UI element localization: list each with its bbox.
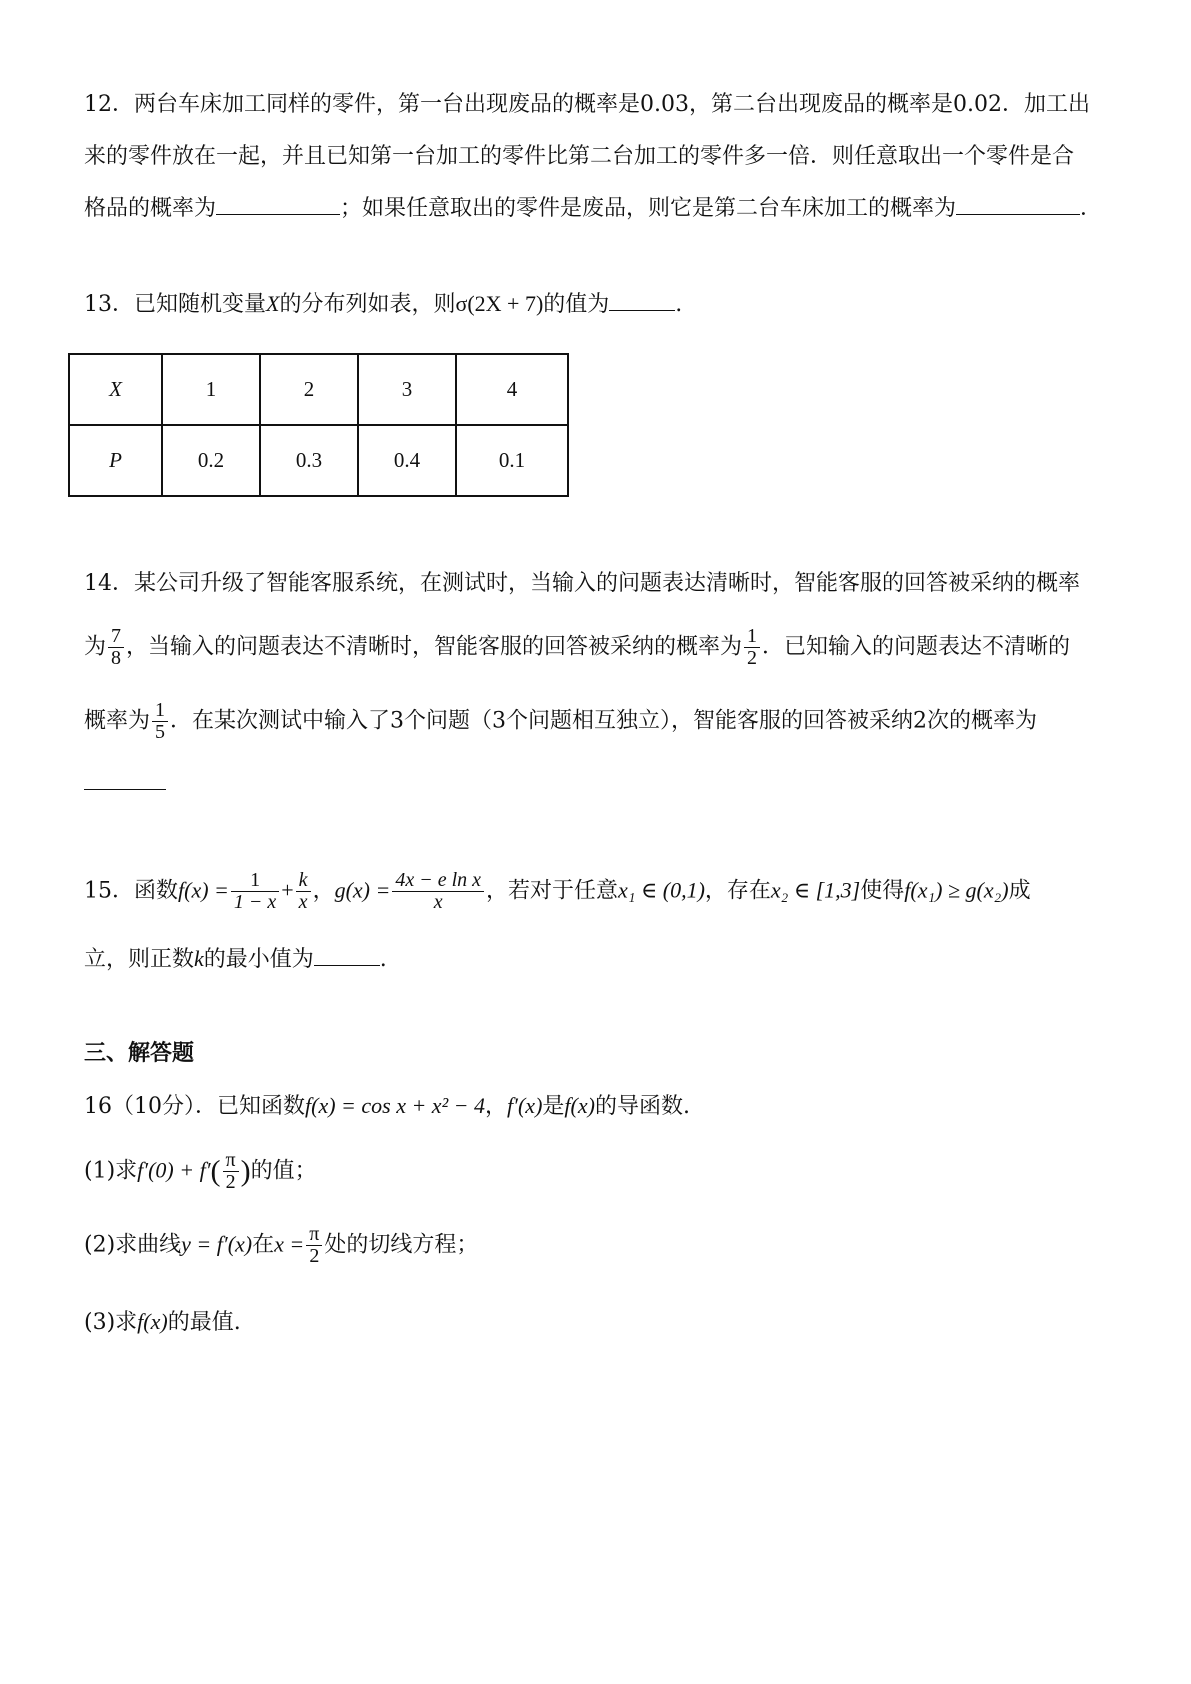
- q14-line2: [84, 626, 1070, 669]
- fraction-seven-eighths: [108, 626, 124, 669]
- q16-text: ，: [485, 1094, 508, 1119]
- q14-text: ．已知输入的问题表达不清晰的: [762, 634, 1071, 660]
- denominator: x: [298, 891, 308, 913]
- q13-line: [84, 293, 682, 316]
- q15-text: 立，则正数: [84, 947, 195, 972]
- denominator: 2: [747, 647, 758, 669]
- q15-g-def: g(x) =: [334, 877, 391, 903]
- q12-line1: 12．两台车床加工同样的零件，第一台出现废品的概率是0.03，第二台出现废品的概率是0.02．加工出: [84, 92, 1090, 117]
- fraction-k-over-x: [296, 870, 311, 913]
- answer-blank-5[interactable]: [314, 963, 380, 966]
- q14-line3: [84, 700, 1037, 743]
- numerator: π: [225, 1149, 236, 1171]
- q16-text: 的值；: [250, 1158, 317, 1184]
- q15-text: 的最小值为: [203, 947, 314, 972]
- q15-text: 成: [1008, 878, 1031, 904]
- denominator: 2: [225, 1171, 236, 1193]
- q15-x2: x₂ ∈ [1,3]: [770, 877, 861, 903]
- q15-end: .: [379, 947, 387, 972]
- q15-text: 使得: [860, 878, 905, 904]
- q15-text: 15．函数: [84, 878, 178, 904]
- q15-text: ，存在: [704, 878, 771, 904]
- q16-part2: [84, 1224, 478, 1267]
- q12-line3-text-b: ；如果任意取出的零件是废品，则它是第二台车床加工的概率为: [340, 196, 957, 221]
- table-cell: 0.4: [358, 425, 456, 496]
- q16-f-def: f(x) = cos x + x² − 4: [305, 1093, 486, 1118]
- q12-line3-text-a: 格品的概率为: [84, 196, 217, 221]
- q16-text: 16（10分）．已知函数: [84, 1094, 305, 1119]
- q16-text: 处的切线方程；: [324, 1232, 479, 1258]
- q12-line2: 来的零件放在一起，并且已知第一台加工的零件比第二台加工的零件多一倍．则任意取出一个零件是合: [84, 144, 1075, 169]
- plus-sign: +: [281, 877, 294, 903]
- q16-part3: [84, 1311, 241, 1334]
- q12-line3: [84, 198, 1102, 220]
- q15-line1: [84, 870, 1031, 913]
- q13-text-a: 13．已知随机变量: [84, 292, 266, 317]
- q15-k: k: [194, 946, 204, 971]
- fraction-g: [392, 870, 484, 913]
- answer-blank-3[interactable]: [609, 308, 675, 311]
- section-heading: 三、解答题: [84, 1041, 195, 1066]
- q16-line1: [84, 1095, 690, 1118]
- denominator: 1 − x: [233, 891, 277, 913]
- q16-f-prime: f′(x): [507, 1093, 543, 1118]
- numerator: 1: [155, 699, 166, 721]
- q16-p2-x: x =: [274, 1231, 305, 1257]
- q16-text: 在: [252, 1232, 275, 1258]
- q16-f: f(x): [564, 1093, 595, 1118]
- denominator: 2: [309, 1245, 320, 1267]
- q15-inequality: f(x₁) ≥ g(x₂): [904, 877, 1009, 903]
- q16-text: (1)求: [84, 1158, 138, 1184]
- numerator: 1: [250, 869, 261, 891]
- table-cell: P: [69, 425, 162, 496]
- answer-blank-2[interactable]: [956, 212, 1080, 215]
- table-cell: 3: [358, 354, 456, 425]
- q13-end: .: [675, 292, 683, 317]
- q15-f-def: f(x) =: [178, 877, 229, 903]
- q16-p3-f: f(x): [137, 1309, 168, 1334]
- q14-text: 概率为: [84, 708, 151, 734]
- numerator: π: [309, 1223, 320, 1245]
- table-row: [69, 425, 568, 496]
- table-cell: 0.2: [162, 425, 260, 496]
- q16-part1: (1)求f′(0) + f′( $\frac{\pi}{2}$ )的值；: [84, 1149, 317, 1193]
- table-cell: 4: [456, 354, 568, 425]
- table-cell: 2: [260, 354, 358, 425]
- answer-blank-1[interactable]: [216, 212, 340, 215]
- q12-line3-end: ．: [1080, 196, 1103, 221]
- q16-p2-expr: y = f′(x): [181, 1231, 253, 1257]
- q14-text: ，当输入的问题表达不清晰时，智能客服的回答被采纳的概率为: [126, 634, 743, 660]
- table-cell: X: [69, 354, 162, 425]
- q16-text: 是: [542, 1094, 565, 1119]
- denominator: x: [433, 891, 443, 913]
- q16-p1-expr: f′(0) + f′: [137, 1157, 211, 1183]
- q13-var: X: [266, 291, 280, 316]
- distribution-table: [68, 353, 569, 497]
- q14-line1: 14．某公司升级了智能客服系统，在测试时，当输入的问题表达清晰时，智能客服的回答被采纳的概率: [84, 571, 1080, 596]
- fraction-pi-over-two: [223, 1150, 239, 1193]
- table-cell: 1: [162, 354, 260, 425]
- q16-text: 的导函数.: [594, 1094, 690, 1119]
- q15-x1: x₁ ∈ (0,1): [618, 877, 705, 903]
- q15-text: ，若对于任意: [486, 878, 619, 904]
- table-cell: 0.1: [456, 425, 568, 496]
- fraction-one-over-one-minus-x: [231, 870, 279, 913]
- numerator: k: [298, 869, 308, 891]
- q13-text-b: 的分布列如表，则: [279, 292, 456, 317]
- denominator: 5: [155, 721, 166, 743]
- q16-text: 的最值.: [167, 1310, 241, 1335]
- fraction-one-half: [744, 626, 760, 669]
- answer-blank-4[interactable]: [84, 787, 166, 790]
- q14-text: ．在某次测试中输入了3个问题（3个问题相互独立），智能客服的回答被采纳2次的概率为: [170, 708, 1038, 734]
- q14-answer-line: [84, 773, 166, 795]
- table-row: [69, 354, 568, 425]
- table-cell: 0.3: [260, 425, 358, 496]
- fraction-pi-over-two: [306, 1224, 322, 1267]
- numerator: 7: [111, 625, 122, 647]
- q13-expr: σ(2X + 7): [455, 291, 544, 316]
- q16-text: (3)求: [84, 1310, 138, 1335]
- q15-line2: [84, 948, 387, 971]
- q14-text: 为: [84, 634, 107, 660]
- numerator: 1: [747, 625, 758, 647]
- comma: ，: [312, 878, 335, 904]
- fraction-one-fifth: [152, 700, 168, 743]
- numerator: 4x − e ln x: [395, 869, 482, 891]
- q16-text: (2)求曲线: [84, 1232, 182, 1258]
- denominator: 8: [111, 647, 122, 669]
- q13-text-c: 的值为: [543, 292, 610, 317]
